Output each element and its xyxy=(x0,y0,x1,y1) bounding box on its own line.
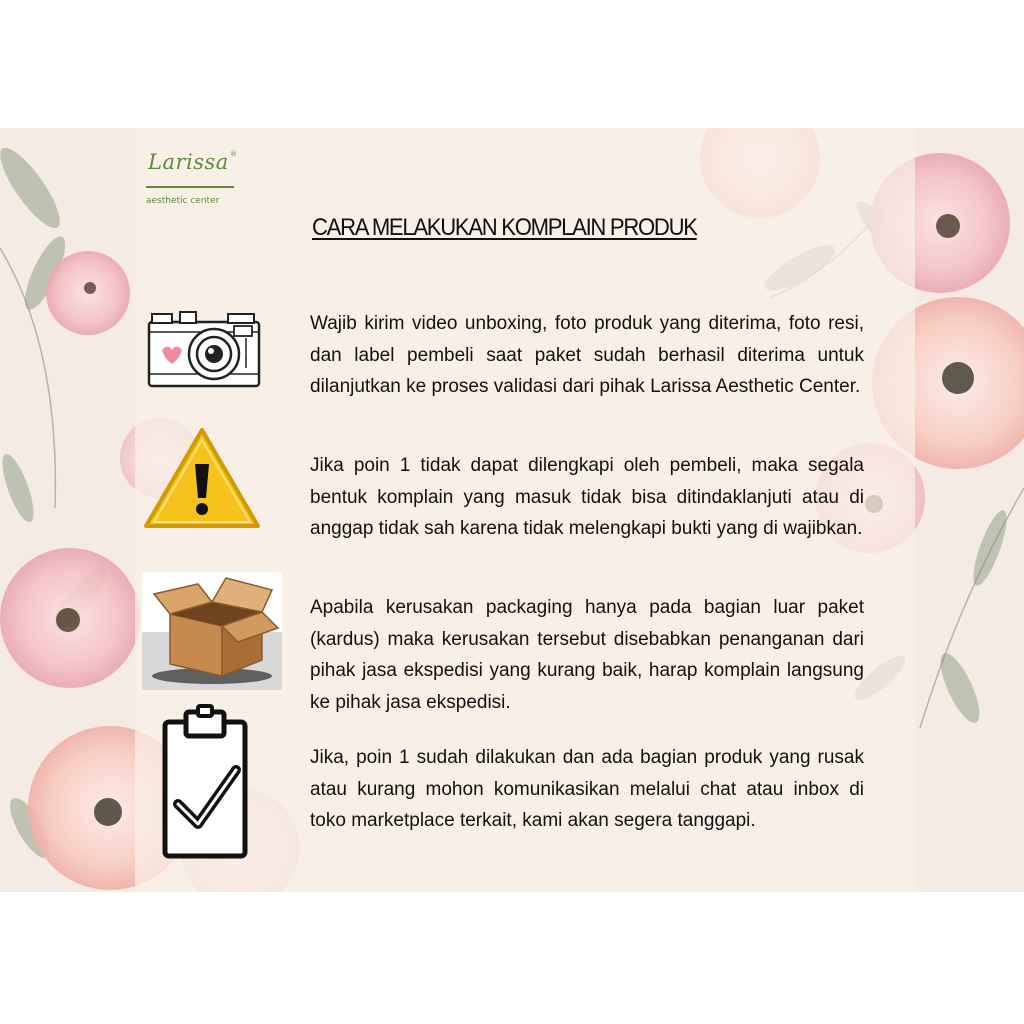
logo-wordmark: Larissa xyxy=(148,150,229,174)
warning-icon xyxy=(142,426,262,532)
open-box-icon xyxy=(142,572,282,690)
instruction-item-1: Wajib kirim video unboxing, foto produk yang diterima, foto resi, dan label pembeli saat paket sudah berhasil diterima untuk dilanjutkan ke proses validasi dari pihak Larissa Aesthetic Center. xyxy=(310,313,864,397)
instruction-item-3: Apabila kerusakan packaging hanya pada bagian luar paket (kardus) maka kerusakan tersebut disebabkan penanganan dari pihak jasa ekspedisi yang kurang baik, harap komplain langsung ke pihak jasa ekspedisi. xyxy=(310,597,864,713)
clipboard-check-icon xyxy=(160,704,252,860)
instruction-item-2: Jika poin 1 tidak dapat dilengkapi oleh pembeli, maka segala bentuk komplain yang masuk tidak bisa ditindaklanjuti atau di anggap tidak sah karena tidak melengkapi bukti yang di wajibkan. xyxy=(310,455,864,539)
page-title: CARA MELAKUKAN KOMPLAIN PRODUK xyxy=(312,214,697,241)
logo-tagline: aesthetic center xyxy=(146,196,220,206)
camera-icon xyxy=(146,308,262,390)
instruction-item-4: Jika, poin 1 sudah dilakukan dan ada bagian produk yang rusak atau kurang mohon komunikasikan melalui chat atau inbox di toko marketplace terkait, kami akan segera tanggapi. xyxy=(310,747,864,831)
logo-underline xyxy=(146,186,234,188)
brand-logo xyxy=(146,146,246,206)
logo-registered-mark: ® xyxy=(230,150,237,158)
complaint-guide-card xyxy=(0,128,1024,892)
